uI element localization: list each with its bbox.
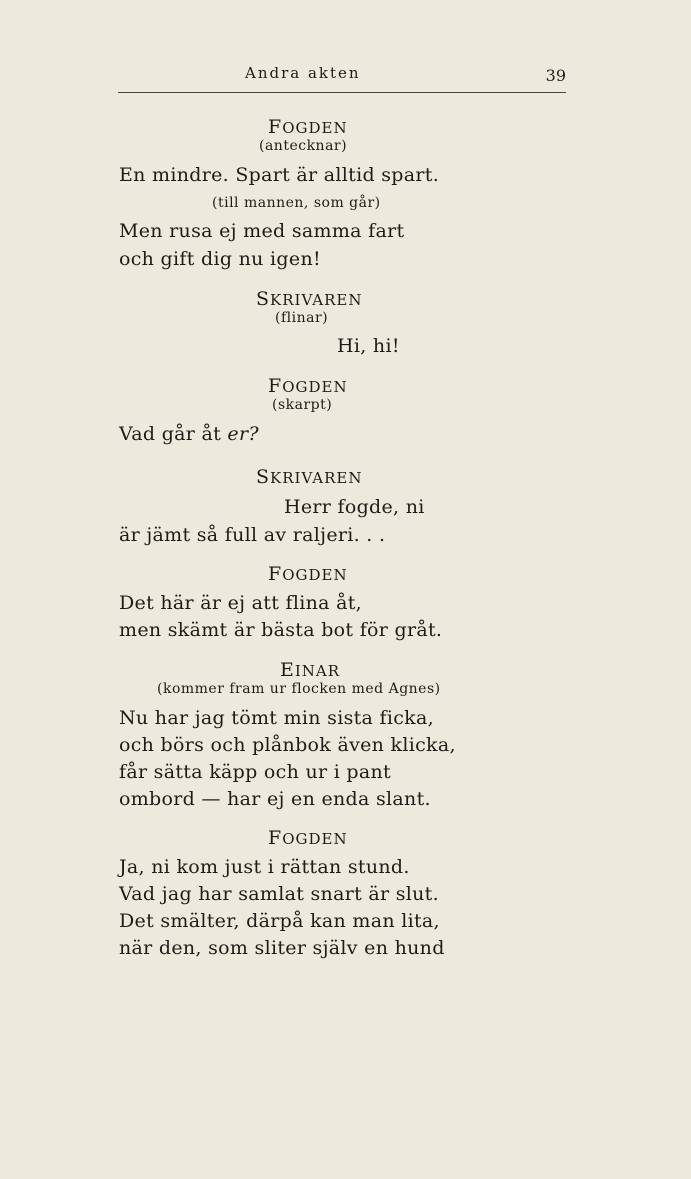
verse-line: och börs och plånbok även klicka, [119,734,456,756]
verse-line: Det här är ej att flina åt, [119,592,362,614]
verse-line: Men rusa ej med samma fart [119,220,405,242]
speaker-name: FOGDEN [268,827,348,849]
verse-line: och gift dig nu igen! [119,248,321,270]
verse-line: Herr fogde, ni [284,496,425,518]
speaker-name: FOGDEN [268,375,348,397]
speaker-name: FOGDEN [268,563,348,585]
verse-text: Vad går åt [119,423,228,445]
speaker-name: FOGDEN [268,116,348,138]
verse-line: Det smälter, därpå kan man lita, [119,910,440,932]
speaker-name: SKRIVAREN [256,466,363,488]
header-rule [118,92,566,93]
verse-line: ombord — har ej en enda slant. [119,788,431,810]
verse-line: Vad jag har samlat snart är slut. [119,883,439,905]
page-number: 39 [545,66,566,85]
verse-line: får sätta käpp och ur i pant [119,761,391,783]
stage-direction: (flinar) [275,310,329,326]
speaker-name: EINAR [280,659,341,681]
verse-line: En mindre. Spart är alltid spart. [119,164,440,186]
verse-italic-text: er? [227,423,259,445]
verse-line: är jämt så full av raljeri. . . [119,524,386,546]
stage-direction: (kommer fram ur flocken med Agnes) [157,681,441,697]
stage-direction: (skarpt) [272,397,333,413]
stage-direction: (antecknar) [259,138,348,154]
verse-line: Ja, ni kom just i rättan stund. [119,856,410,878]
running-title: Andra akten [245,64,361,82]
verse-line [119,423,259,445]
verse-line: när den, som sliter själv en hund [119,937,445,959]
verse-line: men skämt är bästa bot för gråt. [119,619,443,641]
speaker-name: SKRIVAREN [256,288,363,310]
stage-direction: (till mannen, som går) [212,195,381,211]
verse-line: Nu har jag tömt min sista ficka, [119,707,434,729]
page-header [118,64,566,86]
verse-line: Hi, hi! [337,335,400,357]
